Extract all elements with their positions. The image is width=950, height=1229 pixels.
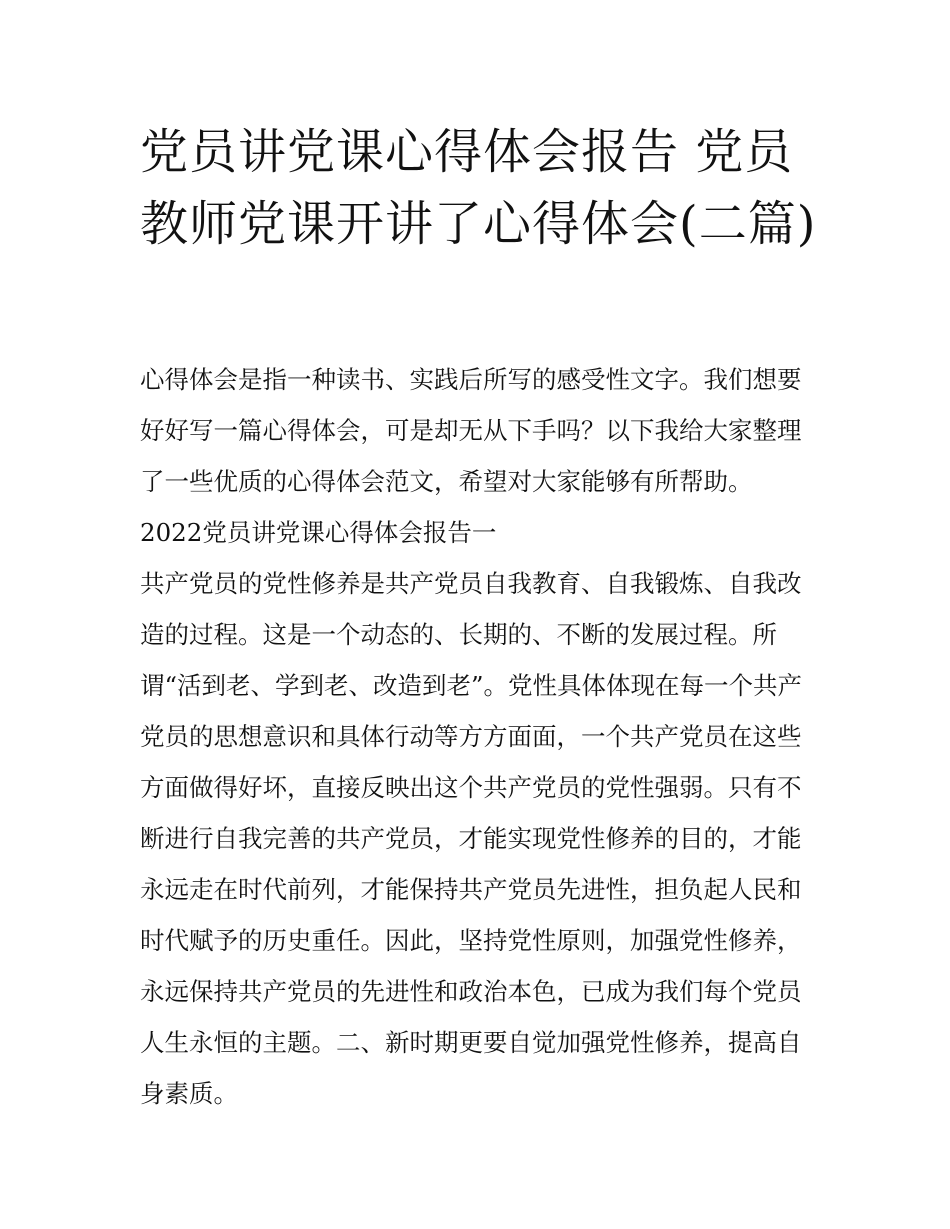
intro-paragraph: 心得体会是指一种读书、实践后所写的感受性文字。我们想要好好写一篇心得体会，可是却无从下手吗？以下我给大家整理了一些优质的心得体会范文，希望对大家能够有所帮助。 bbox=[140, 365, 802, 496]
body-paragraph: 共产党员的党性修养是共产党员自我教育、自我锻炼、自我改造的过程。这是一个动态的、长期的、不断的发展过程。所谓“活到老、学到老、改造到老”。党性具体体现在每一个共产党员的思想意识和具体行动等方方面面，一个共产党员在这些方面做得好坏，直接反映出这个共产党员的党性强弱。只有不断进行自我完善的共产党员，才能实现党性修养的目的，才能永远走在时代前列，才能保持共产党员先进性，担负起人民和时代赋予的历史重任。因此，坚持党性原则，加强党性修养，永远保持共产党员的先进性和政治本色，已成为我们每个党员人生永恒的主题。二、新时期更要自觉加强党性修养，提高自身素质。 bbox=[140, 569, 803, 1108]
section-heading: 2022党员讲党课心得体会报告一 bbox=[140, 518, 497, 547]
document-title: 党员讲党课心得体会报告 党员教师党课开讲了心得体会(二篇) bbox=[140, 124, 817, 252]
